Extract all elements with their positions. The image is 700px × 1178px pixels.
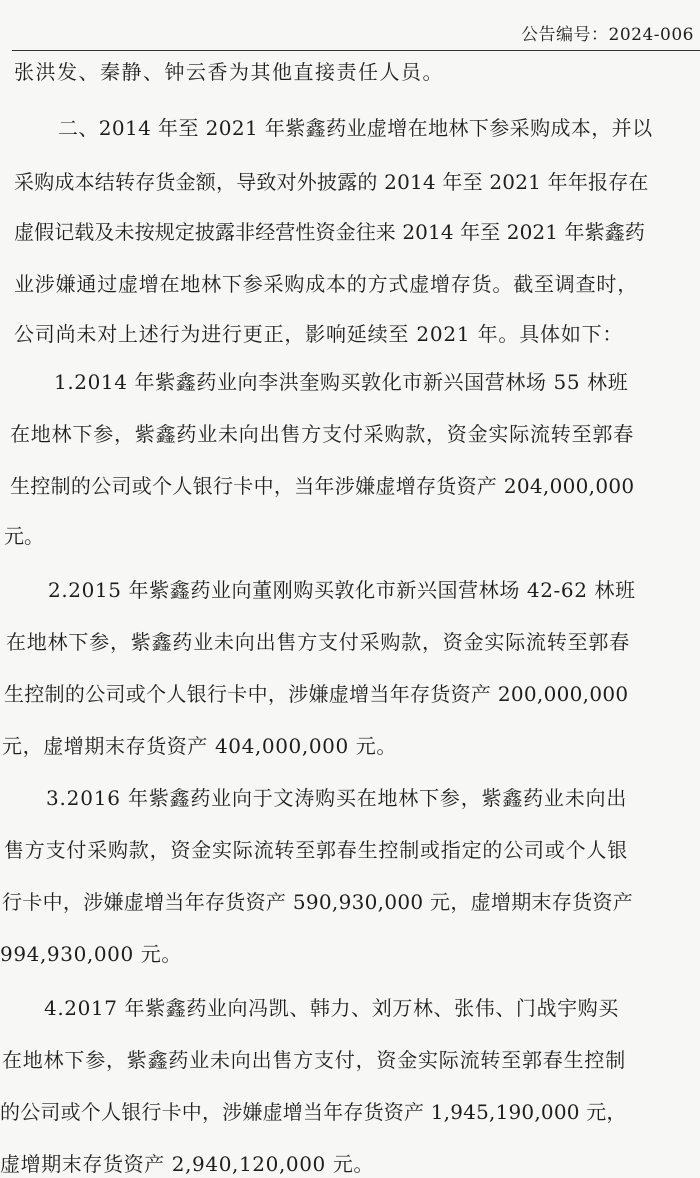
text-line: 4.2017 年紫鑫药业向冯凯、韩力、刘万林、张伟、门战宇购买 [44, 996, 619, 1020]
text-line: 2.2015 年紫鑫药业向董刚购买敦化市新兴国营林场 42-62 林班 [48, 578, 636, 602]
text-line: 3.2016 年紫鑫药业向于文涛购买在地林下参，紫鑫药业未向出 [46, 786, 628, 810]
text-line: 的公司或个人银行卡中，涉嫌虚增当年存货资产 1,945,190,000 元， [0, 1100, 627, 1124]
text-line: 生控制的公司或个人银行卡中，当年涉嫌虚增存货资产 204,000,000 [10, 474, 635, 498]
text-line: 元。 [4, 524, 44, 548]
text-line: 在地林下参，紫鑫药业未向出售方支付采购款，资金实际流转至郭春 [10, 422, 634, 446]
text-line: 业涉嫌通过虚增在地林下参采购成本的方式虚增存货。截至调查时， [14, 272, 638, 296]
text-line: 在地林下参，紫鑫药业未向出售方支付，资金实际流转至郭春生控制 [2, 1048, 626, 1072]
text-line: 元，虚增期末存货资产 404,000,000 元。 [2, 734, 397, 758]
text-line: 在地林下参，紫鑫药业未向出售方支付采购款，资金实际流转至郭春 [6, 630, 630, 654]
text-line: 二、2014 年至 2021 年紫鑫药业虚增在地林下参采购成本，并以 [58, 116, 653, 140]
text-line: 售方支付采购款，资金实际流转至郭春生控制或指定的公司或个人银 [4, 838, 628, 862]
text-line: 采购成本结转存货金额，导致对外披露的 2014 年至 2021 年年报存在 [14, 170, 649, 194]
text-line: 1.2014 年紫鑫药业向李洪奎购买敦化市新兴国营林场 55 林班 [54, 370, 629, 394]
text-line: 行卡中，涉嫌虚增当年存货资产 590,930,000 元，虚增期末存货资产 [2, 890, 634, 914]
text-line: 张洪发、秦静、钟云香为其他直接责任人员。 [14, 60, 444, 84]
header-divider [12, 50, 700, 51]
text-line: 虚假记载及未按规定披露非经营性资金往来 2014 年至 2021 年紫鑫药 [14, 220, 645, 244]
text-line: 994,930,000 元。 [0, 942, 182, 966]
text-line: 公司尚未对上述行为进行更正，影响延续至 2021 年。具体如下： [14, 322, 624, 346]
text-line: 生控制的公司或个人银行卡中，涉嫌虚增当年存货资产 200,000,000 [4, 682, 629, 706]
text-line: 虚增期末存货资产 2,940,120,000 元。 [0, 1152, 375, 1176]
announcement-number: 公告编号：2024-006 [521, 25, 694, 45]
